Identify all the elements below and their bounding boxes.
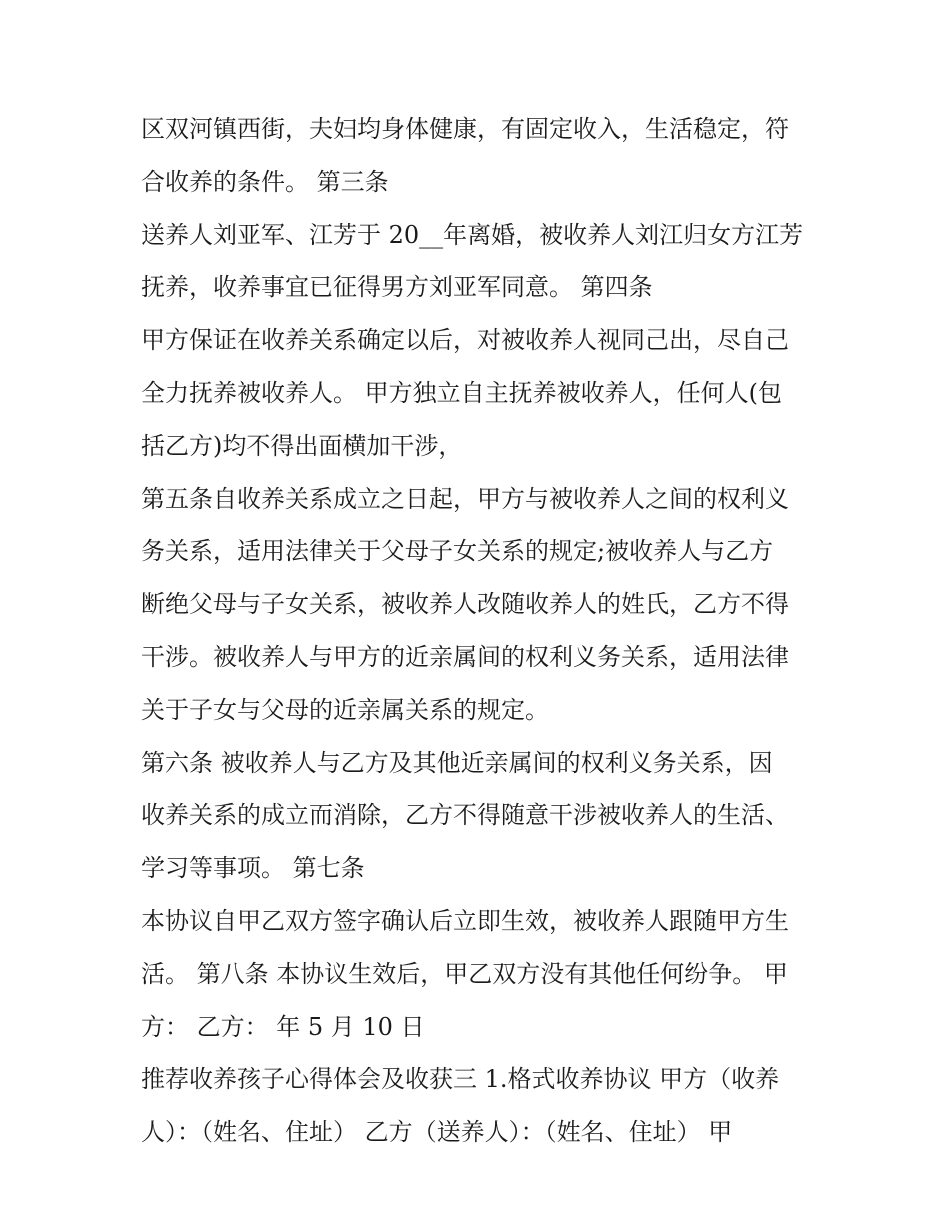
- text-line: 区双河镇西街，夫妇均身体健康，有固定收入，生活稳定，符: [141, 115, 789, 143]
- text-line: 活。 第八条 本协议生效后，甲乙双方没有其他任何纷争。 甲: [141, 959, 788, 988]
- text-line: 推荐收养孩子心得体会及收获三 1.格式收养协议 甲方（收养: [141, 1065, 780, 1094]
- text-line: 合收养的条件。 第三条: [141, 167, 389, 196]
- text-line: 务关系，适用法律关于父母子女关系的规定;被收养人与乙方: [141, 537, 774, 566]
- text-line: 送养人刘亚军、江芳于 20__年离婚，被收养人刘江归女方江芳: [141, 220, 804, 249]
- text-line: 甲方保证在收养关系确定以后，对被收养人视同己出，尽自己: [141, 326, 789, 355]
- text-line: 第六条 被收养人与乙方及其他近亲属间的权利义务关系，因: [141, 748, 773, 777]
- text-line: 方： 乙方： 年 5 月 10 日: [141, 1012, 425, 1041]
- document-body: [141, 107, 821, 1163]
- text-line: 收养关系的成立而消除，乙方不得随意干涉被收养人的生活、: [141, 801, 789, 830]
- text-line: 本协议自甲乙双方签字确认后立即生效，被收养人跟随甲方生: [141, 906, 789, 935]
- text-line: 第五条自收养关系成立之日起，甲方与被收养人之间的权利义: [141, 484, 789, 513]
- text-line: 断绝父母与子女关系，被收养人改随收养人的姓氏，乙方不得: [141, 590, 789, 619]
- text-line: 干涉。被收养人与甲方的近亲属间的权利义务关系，适用法律: [141, 642, 789, 671]
- text-line: 关于子女与父母的近亲属关系的规定。: [141, 695, 549, 724]
- text-line: 学习等事项。 第七条: [141, 854, 365, 883]
- text-line: 抚养，收养事宜已征得男方刘亚军同意。 第四条: [141, 273, 653, 302]
- text-line: 人）：（姓名、住址） 乙方（送养人）：（姓名、住址） 甲: [141, 1118, 733, 1147]
- text-line: 全力抚养被收养人。 甲方独立自主抚养被收养人，任何人(包: [141, 378, 782, 407]
- text-line: 括乙方)均不得出面横加干涉，: [141, 431, 463, 460]
